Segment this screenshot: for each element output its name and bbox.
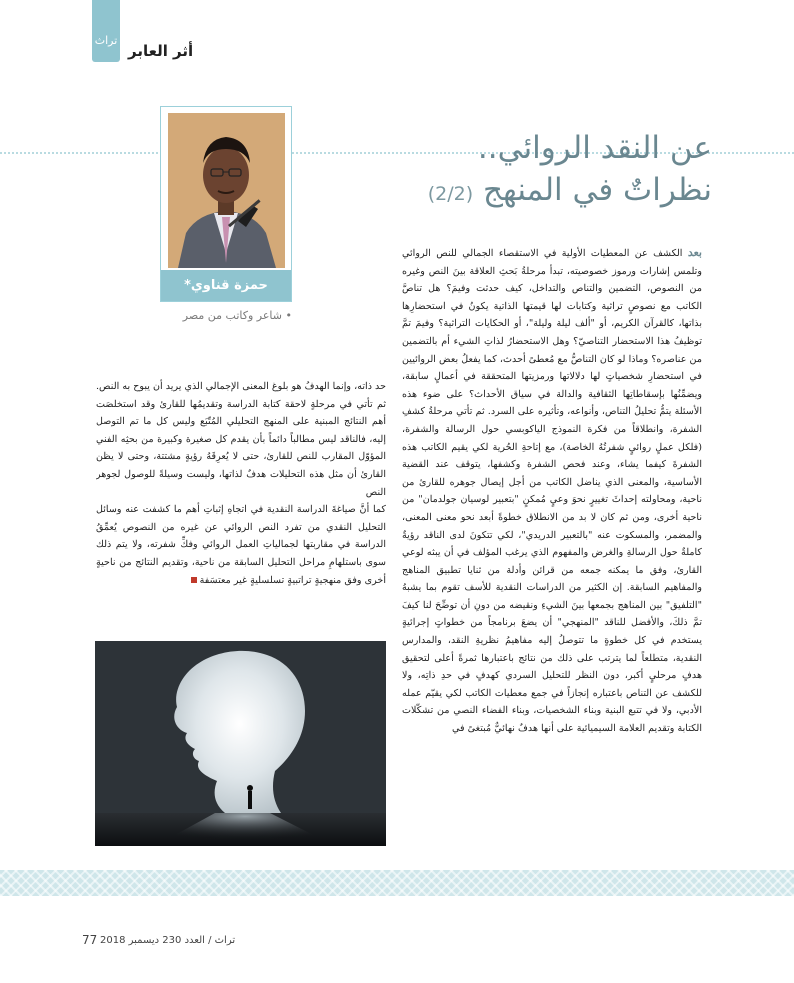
lead-word: بعد [687, 246, 702, 259]
title-line-1: عن النقد الروائي.. [477, 130, 712, 166]
body-text-right: الكشف عن المعطيات الأولية في الاستقصاء الجمالي للنص الروائي وتلمس إشارات ورموز خصوصيته، تبدأ مرحلةُ بَحثِ العلاقة بينَ النص وغيره من النصوص، التضمين والتناص والتداخل، كيف حدثت وفيمَ؟ هل تناصَّ الكاتب مع نصوصٍ تراثية وكتابات لها قيمتها الذاتية يكونُ في استحضارِها بذاتها، كالقرآن الكريم، أو "ألف ليلة وليلة"، أو الحكايات التراثية؟ وفيمَ تمَّ توظيفُ هذا الاستحضار التناصيّ؟ وهل الاستحضارُ لذاتِ الشيء أم بالتضمين من عناصره؟ وماذا لو كان التناصُّ مع مُعطىً أحدث، كما يفعلُ بعض الروائيين في استحضارِ شخصياتٍ لها دلالاتها ورمزيتها المتحققة في أعمالٍ سابقة، ويضمِّنُها بإسقاطاتِها الثقافية والدالة في سياق الأحداث؟ على ضوء هذه الأسئلة يتمُّ تحليلُ التناص، وأنواعه، وتأثيره على السرد. ثم تأتي مرحلةُ كشفِ الشفرة، وانطلاقاً من فكرة النموذج الياكوبسي حول الرسالة والشفرة، (فلكل عملٍ روائيٍ شفرتُهُ الخاصة)، مع إتاحةِ الحُرية لكي يقيم الكاتب هذه الشفرةَ كيفما يشاء، وعند فحص الشفرة وكشفها، يتوقف عند القضية الأساسية، والمعنى الذي يناضل الكاتب من أجل إيصال جوهره للقارئ من ناحية، ومحاولته إحداثَ تغييرٍ نحوَ وعيٍ مُمكنٍ "بتعبير لوسيان جولدمان" من ناحية أخرى، ومن ثم كان لا بد من الانطلاق خطوةً أبعد نحو معنى المعنى، والمضمر، والمسكوت عنه "بالتعبير الدريدي"، لكي تتكونَ لدى الناقد رؤيةٌ كاملةٌ حول الرسالةِ والغرض والمفهوم الذي يرغب المؤلف في أن يبثه لوعي القارئ، وفق ما يمكنه جمعه من قرائن وأدلة من ثنايا تطبيق المناهج والمفاهيم السابقة. إن الكثير من الدراسات النقدية للأسف تقوم بما يشبهُ "التلفيق" بين المناهج بجمعها بينَ الشيءِ ونقيضه من دونِ أن توضِّحَ لنا كيفَ تمَّ ذلكَ، والأفضل للناقد "المنهجي" أن يضعَ برنامجاً من خطواتٍ إجرائيةٍ يستخدم في كل خطوةٍ ما تتوصلُ إليه مفاهيمُ نظريةِ النقد، والمدارس النقدية، متطلعاً لما يترتب على ذلك من نتائج باعتبارها ثمرةً أعلى لتحقيق هدفٍ مرحليٍ أكبر، دون النظر للتحليل السردي كهدفٍ في حدِ ذاتِه، ولا للكشف عن التناص باعتباره إنجازاً في جمع معطيات الكاتب لكي يقيّم عمله الأدبي، ولا في تتبع البنية وبناء الشخصيات، وبناء الفضاء النصي من تشكّلات الكتابة وتقديم العلامة السيميائية على أنها هدفٌ نهائيٌّ مُبتغىً في [402, 248, 702, 735]
article-end-mark [191, 577, 197, 583]
author-portrait-image [168, 113, 285, 268]
author-role: • شاعر وكاتب من مصر [182, 309, 292, 322]
article-title [312, 127, 712, 215]
title-main: نظراتٌ في المنهج [483, 172, 712, 208]
paragraph-1: حد ذاته، وإنما الهدفُ هو بلوغ المعنى الإجمالي الذي يريد أن يبوح به النص. ثم تأتي في مرحلةٍ لاحقة كتابة الدراسة وتقديمُها للقارئ وقد استخلصَت أهم النتائج المبنية على المنهج التحليلي المُتّبَع وليس كل ما تم التوصل إليه، فالناقد ليس مطالباً دائماً بأن يقدم كل صغيرة وكبيرة من بحثِه الفني المؤوّل المقارب للنص للقارئ، حتى لا يُعرِقَهُ رؤيةٍ مشتتة، وحتى لا يظن القارئ أن مثل هذه التحليلات هدفٌ لذاتها، وليست وسيلةً للوصول لجوهر النص [96, 381, 386, 498]
paragraph-2-text: كما أنَّ صياغةَ الدراسة النقدية في اتجاهِ إثباتِ أهم ما كشفت عنه وسائل التحليل النقدي من تفرد النص الروائي عن غيره من النصوص يُعمِّقُ الدراسة في مقاربتها لجمالياتِ العمل الروائي وفكِّ شفرته، ولا يتم ذلك سوى باستلهامِ مراحل التحليل السابقة من ناحية، وتقديم النتائج من ناحيةٍ أخرى وفق منهجيةٍ تراتبيةٍ تسلسليةٍ غير معتسَفة [96, 504, 386, 586]
page-number: 77 [82, 933, 98, 947]
title-line-2 [312, 169, 712, 215]
author-photo [168, 113, 285, 268]
footer-issue-info: تراث / العدد 230 ديسمبر 2018 [100, 935, 236, 946]
section-title: أثر العابر [128, 42, 194, 60]
illustration-image [95, 641, 386, 846]
article-body-left-column [96, 378, 386, 638]
section-tab [92, 0, 120, 62]
article-body-right-column [402, 244, 702, 864]
paragraph-2 [96, 501, 386, 589]
head-silhouette-illustration [95, 641, 386, 846]
magazine-logo-mark: تراث [94, 34, 118, 47]
footer-pattern-band [0, 870, 794, 896]
author-name: حمزة قناوي* [161, 270, 291, 301]
title-part: (2/2) [427, 183, 474, 205]
